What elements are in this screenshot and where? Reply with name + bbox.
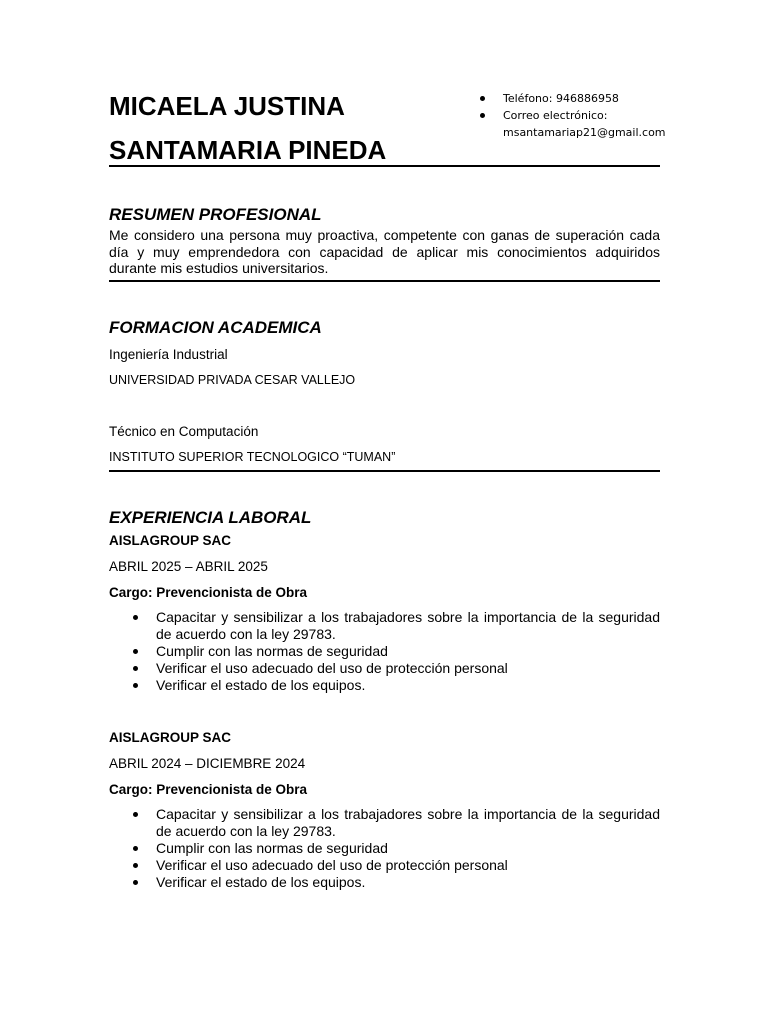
experience-title: EXPERIENCIA LABORAL <box>109 507 312 527</box>
education-title: FORMACION ACADEMICA <box>109 317 322 337</box>
bullet-icon <box>133 863 138 868</box>
contact-list <box>480 90 619 124</box>
duty-text: Verificar el estado de los equipos. <box>156 873 366 890</box>
bullet-icon <box>133 812 138 817</box>
bullet-icon <box>133 846 138 851</box>
duty-item <box>109 660 660 677</box>
bullet-icon <box>480 113 485 118</box>
job-duties-list <box>109 806 660 891</box>
job-dates: ABRIL 2025 – ABRIL 2025 <box>109 558 268 574</box>
duty-text: Verificar el uso adecuado del uso de protección personal <box>156 659 508 676</box>
job-dates: ABRIL 2024 – DICIEMBRE 2024 <box>109 755 306 771</box>
duty-item <box>109 609 660 643</box>
bullet-icon <box>133 649 138 654</box>
job-company: AISLAGROUP SAC <box>109 532 232 548</box>
job-company: AISLAGROUP SAC <box>109 729 232 745</box>
duty-text: Cumplir con las normas de seguridad <box>156 642 388 659</box>
email-text: msantamariap21@gmail.com <box>503 126 666 139</box>
job-role: Cargo: Prevencionista de Obra <box>109 781 308 797</box>
education-degree: Ingeniería Industrial <box>109 346 228 362</box>
resume-header <box>109 84 666 165</box>
bullet-icon <box>133 615 138 620</box>
duty-item <box>109 643 660 660</box>
education-degree: Técnico en Computación <box>109 423 259 439</box>
contact-phone <box>480 90 619 107</box>
phone-text: Teléfono: 946886958 <box>503 92 619 105</box>
resume-page <box>109 84 666 891</box>
duty-text: Capacitar y sensibilizar a los trabajadores sobre la importancia de la seguridad de acuerdo con la ley 29783. <box>156 608 660 642</box>
duty-text: Verificar el estado de los equipos. <box>156 676 366 693</box>
summary-title: RESUMEN PROFESIONAL <box>109 205 322 224</box>
job-role: Cargo: Prevencionista de Obra <box>109 584 308 600</box>
duty-item <box>109 840 660 857</box>
bullet-icon <box>480 96 485 101</box>
contact-email-label <box>480 107 619 124</box>
name-line-1: MICAELA JUSTINA <box>109 91 345 121</box>
name-line-2: SANTAMARIA PINEDA <box>109 135 387 165</box>
duty-text: Cumplir con las normas de seguridad <box>156 839 388 856</box>
duty-text: Verificar el uso adecuado del uso de protección personal <box>156 856 508 873</box>
duty-item <box>109 857 660 874</box>
email-label-text: Correo electrónico: <box>503 109 608 122</box>
duty-item <box>109 806 660 840</box>
education-institution: INSTITUTO SUPERIOR TECNOLOGICO “TUMAN” <box>109 449 396 464</box>
bullet-icon <box>133 666 138 671</box>
education-institution: UNIVERSIDAD PRIVADA CESAR VALLEJO <box>109 372 356 387</box>
job-duties-list <box>109 609 660 694</box>
contact-email-wrap <box>480 124 666 141</box>
duty-item <box>109 677 660 694</box>
duty-item <box>109 874 660 891</box>
summary-text: Me considero una persona muy proactiva, competente con ganas de superación cada día y muy emprendedora con capacidad de aplicar mis conocimientos adquiridos durante mis estudios universitarios. <box>109 227 660 276</box>
duty-text: Capacitar y sensibilizar a los trabajadores sobre la importancia de la seguridad de acuerdo con la ley 29783. <box>156 805 660 839</box>
bullet-icon <box>133 683 138 688</box>
bullet-icon <box>133 880 138 885</box>
